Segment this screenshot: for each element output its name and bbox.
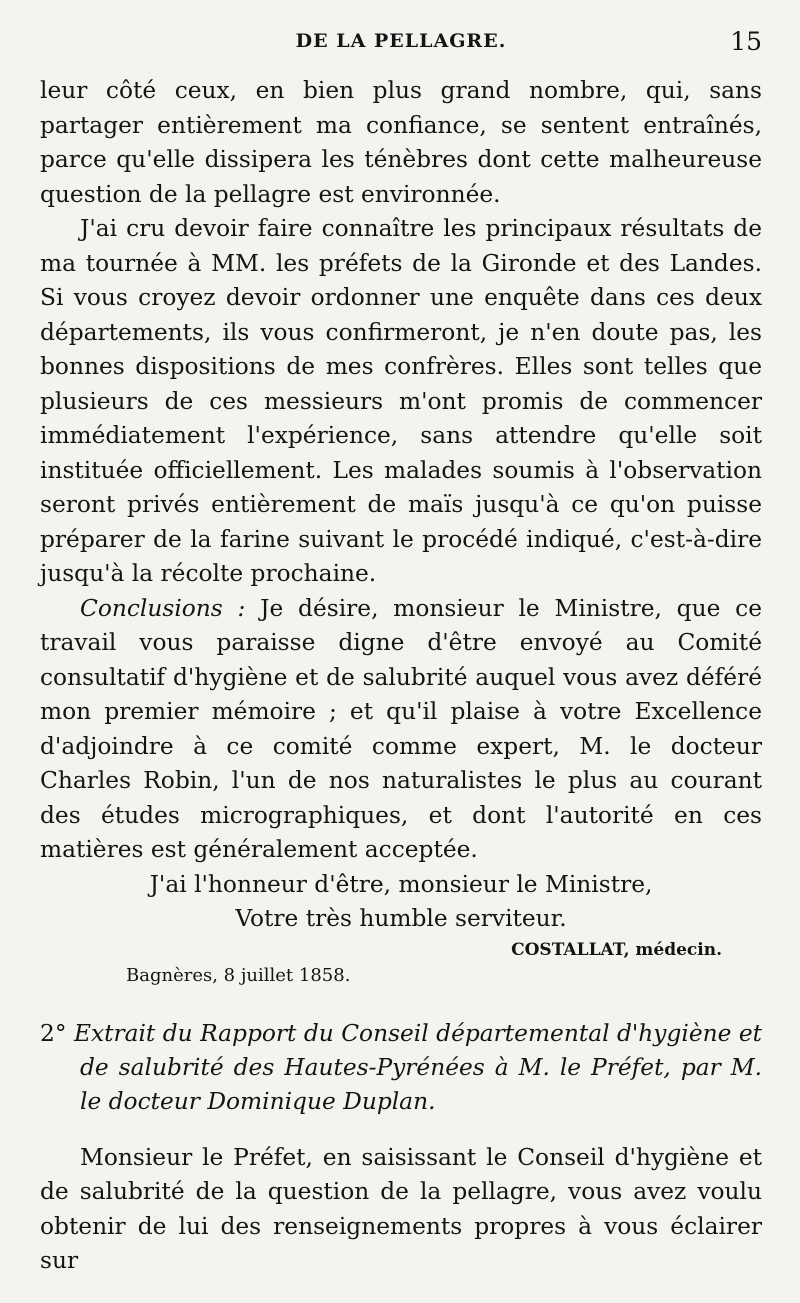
paragraph-final: Monsieur le Préfet, en saisissant le Conseil d'hygiène et de salubrité de la question de la pellagre, vous avez voulu obtenir de lui des renseignements propres à vous éclairer sur xyxy=(40,1143,762,1274)
paragraph-report: J'ai cru devoir faire connaître les principaux résultats de ma tournée à MM. les préfets de la Gironde et des Landes. Si vous croyez devoir ordonner une enquête dans ces deux départements, ils vous confirmeront, je n'en doute pas, les bonnes dispositions de mes confrères. Elles sont telles que plusieurs de ces messieurs m'ont promis de commencer immédiatement l'expérience, sans attendre qu'elle soit instituée officiellement. Les malades soumis à l'observation seront privés entièrement de maïs jusqu'à ce qu'on puisse préparer de la farine suivant le procédé indiqué, c'est-à-dire jusqu'à la récolte prochaine. xyxy=(40,215,762,587)
extract-heading xyxy=(40,1017,762,1119)
place-date: Bagnères, 8 juillet 1858. xyxy=(126,964,351,986)
page-header xyxy=(40,27,762,64)
closing-line-1: J'ai l'honneur d'être, monsieur le Ministre, xyxy=(149,870,653,898)
conclusions-label: Conclusions : xyxy=(80,594,246,622)
extract-number: 2° xyxy=(40,1019,67,1047)
conclusions-text: Je désire, monsieur le Ministre, que ce travail vous paraisse digne d'être envoyé au Comité consultatif d'hygiène et de salubrité auquel vous avez déféré mon premier mémoire ; et qu'il plaise à votre Excellence d'adjoindre à ce comité comme expert, M. le docteur Charles Robin, l'un de nos naturalistes le plus au courant des études micrographiques, et dont l'autorité en ces matières est généralement acceptée. xyxy=(40,594,762,863)
closing-line-2: Votre très humble serviteur. xyxy=(235,905,567,932)
running-title: DE LA PELLAGRE. xyxy=(295,30,507,52)
paragraph-conclusions xyxy=(40,592,762,868)
extract-title: Extrait du Rapport du Conseil départemental d'hygiène et de salubrité des Hautes-Pyrénées à M. le Préfet, par M. le docteur Dominique Duplan. xyxy=(73,1019,762,1115)
paragraph-continuation: leur côté ceux, en bien plus grand nombre, qui, sans partager entièrement ma confiance, se sentent entraînés, parce qu'elle dissipera les ténèbres dont cette malheureuse question de la pellagre est environnée. xyxy=(40,77,762,208)
page-number: 15 xyxy=(730,27,762,56)
page-body xyxy=(40,74,762,1279)
signature: COSTALLAT, médecin. xyxy=(511,939,722,960)
